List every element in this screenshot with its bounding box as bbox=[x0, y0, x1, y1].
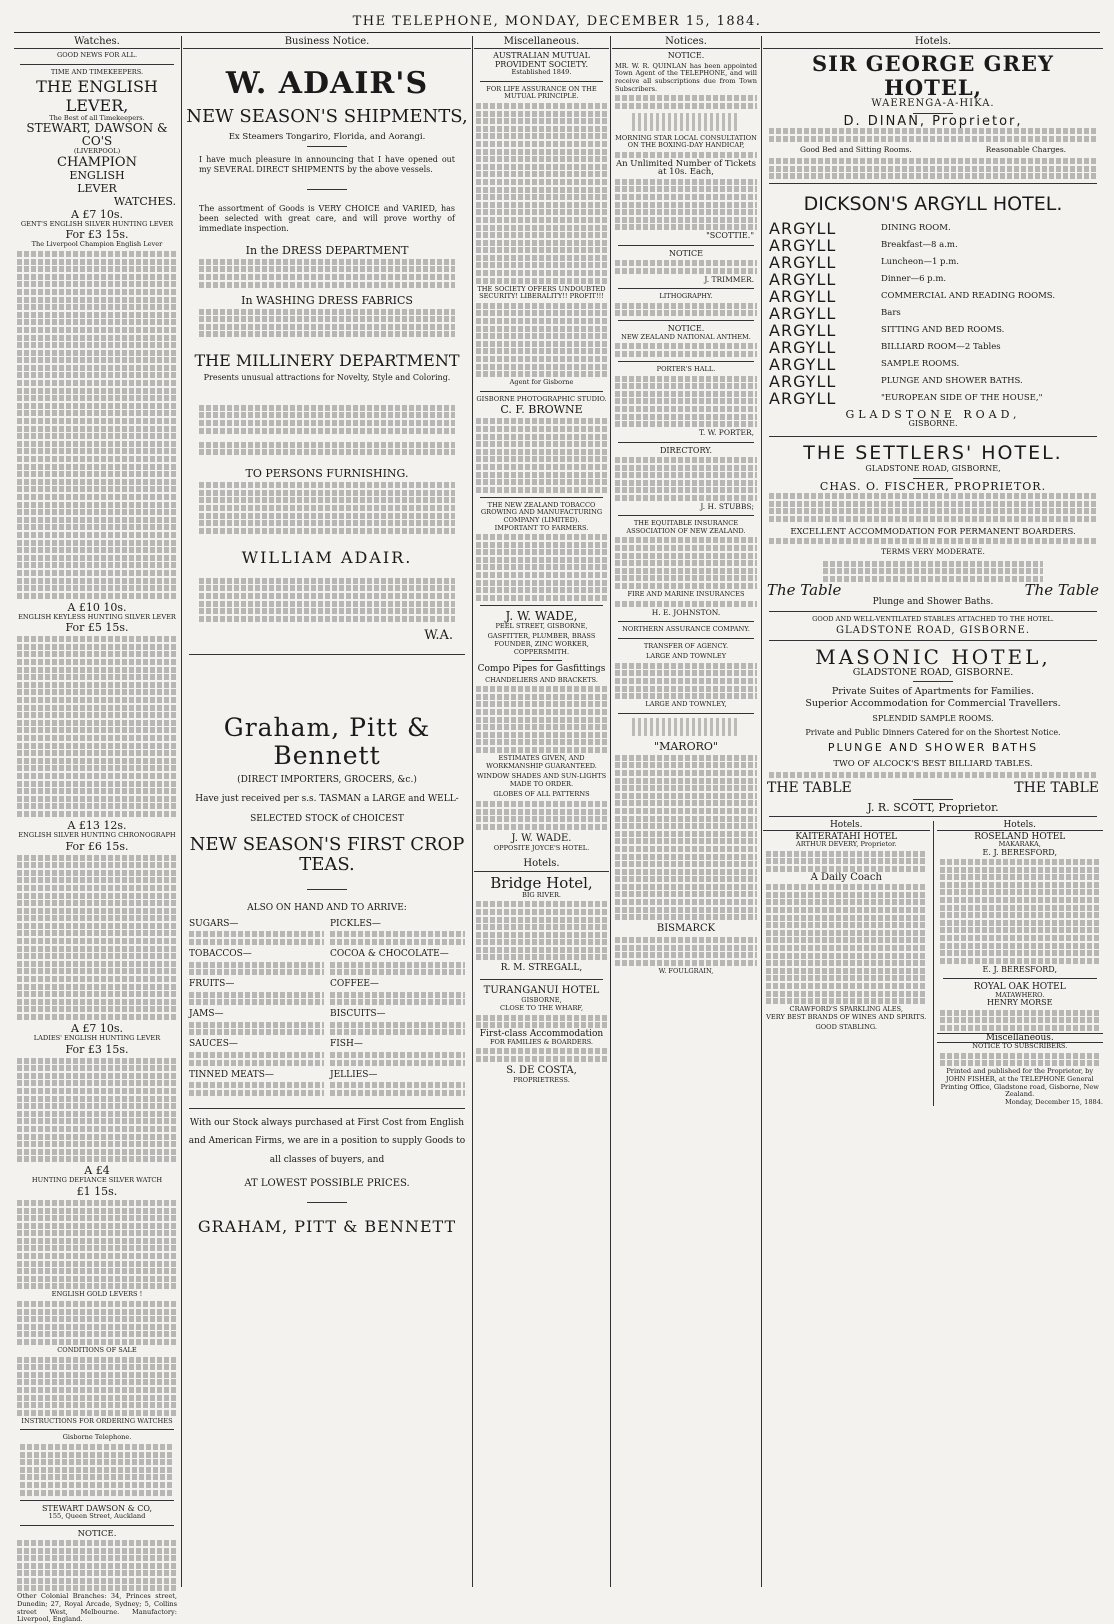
headline: LEVER bbox=[77, 181, 117, 195]
heading: NOTICE TO SUBSCRIBERS. bbox=[972, 1042, 1068, 1051]
heading: MORNING STAR LOCAL CONSULTATION ON THE BOXING-DAY HANDICAP, bbox=[615, 133, 757, 150]
signature: "SCOTTIE." bbox=[706, 231, 754, 241]
notice-text: LARGE AND TOWNLEY bbox=[645, 652, 727, 661]
table-heading: The Table bbox=[1024, 580, 1099, 599]
headline: ENGLISH bbox=[69, 168, 125, 182]
address: GLADSTONE ROAD, GISBORNE. bbox=[835, 625, 1031, 637]
small-hotels bbox=[763, 821, 1103, 1106]
section-heading: Miscellaneous. bbox=[474, 36, 609, 49]
item: ENGLISH GOLD LEVERS ! bbox=[51, 1290, 143, 1299]
argyll-word: ARGYLL bbox=[769, 236, 837, 256]
price: A £4 bbox=[84, 1164, 110, 1178]
item: LADIES' ENGLISH HUNTING LEVER bbox=[33, 1034, 161, 1042]
notice-text: FIRE AND MARINE INSURANCES bbox=[627, 590, 745, 599]
address: GLADSTONE ROAD, GISBORNE, bbox=[865, 464, 1001, 474]
imprint-date: Monday, December 15, 1884. bbox=[1004, 1097, 1103, 1106]
argyll-amenity: SAMPLE ROOMS. bbox=[881, 359, 960, 370]
amenity: Superior Accommodation for Commercial Travellers. bbox=[805, 698, 1061, 710]
advert-text: FOR FAMILIES & BOARDERS. bbox=[489, 1037, 594, 1046]
goods-right-item: FISH— bbox=[330, 1039, 363, 1050]
horse-illustration bbox=[632, 718, 740, 736]
price: For £5 15s. bbox=[65, 621, 129, 635]
price: A £13 12s. bbox=[67, 818, 127, 832]
hotel-location: WAERENGA-A-HIKA. bbox=[871, 98, 995, 110]
price: For £3 15s. bbox=[65, 1042, 129, 1056]
city: (LIVERPOOL) bbox=[73, 147, 121, 156]
argyll-word: ARGYLL bbox=[769, 287, 837, 307]
table-heading: THE TABLE bbox=[767, 780, 852, 797]
advert-text: ESTIMATES GIVEN, AND WORKMANSHIP GUARANTEED. bbox=[486, 753, 597, 770]
argyll-amenity: Breakfast—8 a.m. bbox=[881, 240, 958, 251]
item: ENGLISH KEYLESS HUNTING SILVER LEVER bbox=[18, 612, 176, 621]
advert-text: I have much pleasure in announcing that I have opened out my SEVERAL DIRECT SHIPMENTS by the above vessels. bbox=[199, 154, 455, 174]
heading: NOTICE. bbox=[667, 51, 705, 61]
advert-text: FOR LIFE ASSURANCE ON THE MUTUAL PRINCIPLE. bbox=[486, 84, 597, 101]
advert-text: The assortment of Goods is VERY CHOICE and VARIED, has been selected with great care, and will prove worthy of immediate inspection. bbox=[199, 203, 455, 233]
signature: LARGE AND TOWNLEY, bbox=[645, 700, 727, 709]
hotel-name: MASONIC HOTEL, bbox=[815, 644, 1051, 669]
advert-text: Ex Steamers Tongariro, Florida, and Aorangi. bbox=[228, 132, 426, 143]
headline: WATCHES. bbox=[113, 194, 176, 208]
advert-subtitle: NEW SEASON'S FIRST CROP TEAS. bbox=[189, 834, 465, 876]
proprietor: HENRY MORSE bbox=[986, 998, 1053, 1008]
argyll-word: ARGYLL bbox=[769, 270, 837, 290]
heading: "MARORO" bbox=[654, 739, 718, 753]
advert-text: With our Stock always purchased at First Cost from English bbox=[189, 1117, 465, 1128]
argyll-amenity: Dinner—6 p.m. bbox=[881, 274, 947, 285]
table-heading: The Table bbox=[767, 580, 842, 599]
heading: CONDITIONS OF SALE bbox=[57, 1346, 137, 1354]
hotel-location: MATAWHERO. bbox=[995, 990, 1045, 999]
item: HUNTING DEFIANCE SILVER WATCH bbox=[31, 1176, 163, 1185]
advert-text: First-class Accommodation bbox=[479, 1029, 604, 1040]
advert-text: Presents unusual attractions for Novelty, Style and Coloring. bbox=[203, 373, 451, 383]
argyll-word: ARGYLL bbox=[769, 389, 837, 409]
department: In WASHING DRESS FABRICS bbox=[241, 293, 413, 307]
argyll-word: ARGYLL bbox=[769, 338, 837, 358]
heading: TRANSFER OF AGENCY. bbox=[643, 641, 729, 650]
column-rule bbox=[472, 36, 473, 1587]
price: £1 15s. bbox=[76, 1184, 118, 1198]
item: The Liverpool Champion English Lever bbox=[31, 240, 163, 249]
advert-text: Have just received per s.s. TASMAN a LARGE and WELL- bbox=[195, 793, 459, 804]
argyll-amenity: Bars bbox=[881, 308, 901, 319]
amenity: PLUNGE AND SHOWER BATHS bbox=[827, 740, 1039, 754]
heading: LITHOGRAPHY. bbox=[659, 292, 713, 301]
column-rule bbox=[610, 36, 611, 1587]
advert-text: CHANDELIERS AND BRACKETS. bbox=[485, 675, 598, 684]
argyll-word: ARGYLL bbox=[769, 253, 837, 273]
section-heading: Notices. bbox=[612, 36, 760, 49]
masthead-rule bbox=[14, 32, 1100, 33]
price: A £7 10s. bbox=[70, 1022, 124, 1035]
table-heading: THE TABLE bbox=[1014, 780, 1099, 797]
section-heading: Hotels. bbox=[937, 821, 1104, 830]
heading: NOTICE. bbox=[77, 1528, 117, 1539]
advert-title: GISBORNE PHOTOGRAPHIC STUDIO. bbox=[476, 394, 607, 403]
advert-text: GLOBES OF ALL PATTERNS bbox=[493, 790, 590, 799]
address: GLADSTONE ROAD, GISBORNE. bbox=[852, 666, 1014, 678]
argyll-repeat bbox=[769, 220, 881, 407]
section-heading: Business Notice. bbox=[183, 36, 471, 49]
hotel-name: ROSELAND HOTEL bbox=[974, 831, 1066, 842]
advert-text: Agent for Gisborne bbox=[509, 378, 574, 387]
column-rule bbox=[761, 36, 762, 1587]
column-business bbox=[183, 36, 471, 1587]
notice-text: MR. W. R. QUINLAN has been appointed Town Agent of the TELEPHONE, and will receive all subscriptions due from Town Subscribers. bbox=[615, 61, 757, 93]
hotel-location: GISBORNE, bbox=[521, 996, 562, 1005]
roseland-advert bbox=[934, 821, 1104, 1106]
advert-text: SELECTED STOCK of CHOICEST bbox=[250, 813, 404, 824]
heading: BISMARCK bbox=[656, 923, 716, 935]
amenity: VERY BEST BRANDS OF WINES AND SPIRITS. bbox=[766, 1012, 927, 1021]
proprietor: ARTHUR DEVERY, Proprietor. bbox=[795, 840, 897, 849]
proprietor: D. DINAN, Proprietor, bbox=[843, 113, 1023, 129]
advert-text: CLOSE TO THE WHARF, bbox=[499, 1004, 584, 1013]
advert-text: THE SOCIETY OFFERS UNDOUBTED SECURITY! LIBERALITY!! PROFIT!!! bbox=[477, 284, 606, 301]
address: GISBORNE. bbox=[908, 418, 958, 428]
advert-title: W. ADAIR'S bbox=[225, 66, 429, 102]
signature: J. H. STUBBS; bbox=[700, 501, 754, 511]
argyll-amenity: COMMERCIAL AND READING ROOMS. bbox=[881, 291, 1056, 302]
racehorse-illustration bbox=[632, 113, 740, 131]
hotel-name: DICKSON'S ARGYLL HOTEL. bbox=[803, 193, 1063, 216]
hotel-location: MAKARAKA, bbox=[998, 840, 1041, 849]
argyll-amenity: PLUNGE AND SHOWER BATHS. bbox=[881, 376, 1023, 387]
goods-left-item: SUGARS— bbox=[189, 918, 239, 929]
heading: NOTICE. bbox=[667, 324, 705, 334]
goods-left-item: TOBACCOS— bbox=[189, 948, 252, 959]
section-heading: Miscellaneous. bbox=[937, 1033, 1104, 1043]
amenity: Private and Public Dinners Catered for on the Shortest Notice. bbox=[805, 728, 1061, 738]
argyll-word: ARGYLL bbox=[769, 355, 837, 375]
heading: NOTICE bbox=[668, 248, 703, 258]
heading: THE EQUITABLE INSURANCE ASSOCIATION OF NEW ZEALAND. bbox=[626, 519, 746, 535]
column-watches bbox=[14, 36, 180, 1624]
goods-right-item: BISCUITS— bbox=[330, 1009, 386, 1020]
department: TO PERSONS FURNISHING. bbox=[245, 467, 409, 481]
price: For £3 15s. bbox=[65, 228, 129, 242]
advert-title: THE NEW ZEALAND TOBACCO GROWING AND MANUFACTURING COMPANY (LIMITED). bbox=[480, 500, 603, 524]
signature: J. W. WADE. bbox=[511, 832, 572, 844]
goods-left-item: TINNED MEATS— bbox=[189, 1069, 274, 1080]
hotel-name: ROYAL OAK HOTEL bbox=[973, 982, 1066, 993]
section-heading: Hotels. bbox=[763, 36, 1103, 49]
argyll-amenities bbox=[881, 220, 1097, 407]
advert-text: Compo Pipes for Gasfittings bbox=[477, 664, 606, 675]
coupon-heading: Gisborne Telephone. bbox=[62, 1433, 132, 1442]
department: In the DRESS DEPARTMENT bbox=[245, 243, 409, 257]
goods-right-item: COCOA & CHOCOLATE— bbox=[330, 948, 449, 959]
argyll-word: ARGYLL bbox=[769, 219, 837, 239]
goods-right bbox=[327, 919, 468, 1100]
headline: CHAMPION bbox=[57, 154, 137, 170]
proprietor: CHAS. O. FISCHER, PROPRIETOR. bbox=[819, 479, 1047, 493]
hotel-name: THE SETTLERS' HOTEL. bbox=[803, 442, 1063, 465]
amenity: GOOD STABLING. bbox=[815, 1023, 877, 1032]
amenity: EXCELLENT ACCOMMODATION FOR PERMANENT BOARDERS. bbox=[790, 526, 1076, 537]
goods-right-item: COFFEE— bbox=[330, 979, 379, 990]
address: OPPOSITE JOYCE'S HOTEL. bbox=[493, 843, 590, 852]
proprietor: E. J. BERESFORD, bbox=[982, 964, 1057, 974]
goods-left-item: JAMS— bbox=[189, 1009, 224, 1020]
advert-text: all classes of buyers, and bbox=[269, 1154, 385, 1165]
heading: NORTHERN ASSURANCE COMPANY. bbox=[622, 625, 750, 634]
amenity: TWO OF ALCOCK'S BEST BILLIARD TABLES. bbox=[833, 759, 1033, 770]
headline: TIME AND TIMEKEEPERS. bbox=[50, 68, 144, 76]
column-hotels bbox=[763, 36, 1103, 1587]
advert-title: Graham, Pitt & Bennett bbox=[223, 713, 431, 771]
column-misc bbox=[474, 36, 609, 1587]
advert-title: AUSTRALIAN MUTUAL PROVIDENT SOCIETY. bbox=[493, 51, 590, 69]
heading: INSTRUCTIONS FOR ORDERING WATCHES bbox=[21, 1416, 173, 1425]
advert-text: Established 1849. bbox=[511, 68, 572, 77]
advert-subtitle: (DIRECT IMPORTERS, GROCERS, &c.) bbox=[237, 775, 417, 786]
advert-text: and American Firms, we are in a position to supply Goods to bbox=[188, 1136, 466, 1147]
signature: GRAHAM, PITT & BENNETT bbox=[197, 1217, 457, 1237]
imprint: Printed and published for the Proprietor, by JOHN FISHER, at the TELEPHONE General Printing Office, Gladstone road, Gisborne, New Zealand. bbox=[940, 1067, 1099, 1099]
amenity: GOOD AND WELL-VENTILATED STABLES ATTACHED TO THE HOTEL. bbox=[812, 614, 1054, 623]
proprietor: J. R. SCOTT, Proprietor. bbox=[867, 800, 999, 814]
argyll-amenity: DINING ROOM. bbox=[881, 223, 951, 234]
advert-text: WINDOW SHADES AND SUN-LIGHTS MADE TO ORDER. bbox=[476, 772, 607, 788]
price: For £6 15s. bbox=[65, 839, 129, 853]
address: 155, Queen Street, Auckland bbox=[48, 1511, 146, 1520]
hotel-name: SIR GEORGE GREY HOTEL, bbox=[811, 51, 1055, 101]
heading: PORTER'S HALL. bbox=[656, 364, 716, 373]
hotel-name: TURANGANUI HOTEL bbox=[483, 985, 600, 997]
proprietor: R. M. STREGALL, bbox=[500, 963, 583, 974]
advert-title: C. F. BROWNE bbox=[500, 403, 583, 417]
amenity: SPLENDID SAMPLE ROOMS. bbox=[872, 713, 994, 723]
amenity: TERMS VERY MODERATE. bbox=[881, 547, 985, 557]
amenity: Reasonable Charges. bbox=[985, 144, 1067, 154]
notice-text: NEW ZEALAND NATIONAL ANTHEM. bbox=[621, 332, 751, 341]
address: PEEL STREET, GISBORNE, bbox=[495, 621, 588, 630]
advert-text: ALSO ON HAND AND TO ARRIVE: bbox=[247, 903, 407, 914]
column-rule bbox=[181, 36, 182, 1587]
amenity: Good Bed and Sitting Rooms. bbox=[799, 144, 912, 154]
section-heading: Watches. bbox=[14, 36, 180, 49]
amenity: Plunge and Shower Baths. bbox=[872, 597, 994, 608]
price: A £7 10s. bbox=[70, 207, 124, 221]
notice-text: An Unlimited Number of Tickets at 10s. Each, bbox=[615, 158, 757, 178]
hotel-location: BIG RIVER. bbox=[521, 890, 562, 899]
hotel-name: Bridge Hotel, bbox=[490, 873, 593, 892]
amenity: Private Suites of Apartments for Families. bbox=[831, 686, 1035, 698]
goods-left bbox=[186, 919, 327, 1100]
proprietor-title: PROPRIETRESS. bbox=[513, 1075, 570, 1084]
goods-left-item: SAUCES— bbox=[189, 1039, 238, 1050]
advert-text: IMPORTANT TO FARMERS. bbox=[494, 523, 589, 532]
goods-list bbox=[186, 919, 468, 1100]
item: ENGLISH SILVER HUNTING CHRONOGRAPH bbox=[18, 830, 176, 839]
address: GLADSTONE ROAD, bbox=[845, 408, 1021, 422]
signature: H. E. JOHNSTON. bbox=[651, 607, 721, 617]
item: GENT'S ENGLISH SILVER HUNTING LEVER bbox=[20, 219, 174, 228]
firm-name: STEWART DAWSON & CO, bbox=[41, 1503, 153, 1513]
kaiteratahi-advert bbox=[763, 821, 934, 1106]
signature: W. FOULGRAIN, bbox=[658, 967, 714, 976]
argyll-word: ARGYLL bbox=[769, 304, 837, 324]
argyll-amenity: SITTING AND BED ROOMS. bbox=[881, 325, 1005, 336]
signature: T. W. PORTER, bbox=[698, 428, 754, 438]
hotel-name: KAITERATAHI HOTEL bbox=[795, 831, 898, 842]
argyll-amenity: "EUROPEAN SIDE OF THE HOUSE," bbox=[881, 393, 1043, 404]
signature: WILLIAM ADAIR. bbox=[241, 547, 413, 567]
section-heading: Hotels. bbox=[763, 821, 930, 830]
argyll-amenity: Luncheon—1 p.m. bbox=[881, 257, 959, 268]
argyll-word: ARGYLL bbox=[769, 321, 837, 341]
goods-right-item: PICKLES— bbox=[330, 918, 381, 929]
tagline: The Best of all Timekeepers. bbox=[49, 113, 145, 122]
signature: J. TRIMMER. bbox=[704, 274, 754, 284]
advert-text: AT LOWEST POSSIBLE PRICES. bbox=[244, 1178, 410, 1190]
price: A £10 10s. bbox=[67, 600, 127, 614]
advert-subtitle: NEW SEASON'S SHIPMENTS, bbox=[186, 106, 468, 128]
advert-text: GASFITTER, PLUMBER, BRASS FOUNDER, ZINC WORKER, COPPERSMITH. bbox=[487, 632, 596, 656]
initials: W.A. bbox=[424, 627, 453, 643]
amenity: A Daily Coach bbox=[810, 871, 882, 883]
argyll-word: ARGYLL bbox=[769, 372, 837, 392]
argyll-block bbox=[769, 220, 1097, 407]
headline: THE ENGLISH LEVER, bbox=[36, 76, 158, 115]
column-notices bbox=[612, 36, 760, 1587]
department: THE MILLINERY DEPARTMENT bbox=[194, 351, 460, 371]
goods-left-item: FRUITS— bbox=[189, 979, 235, 990]
proprietor: S. DE COSTA, bbox=[506, 1064, 577, 1076]
amenity: CRAWFORD'S SPARKLING ALES, bbox=[789, 1005, 903, 1014]
goods-right-item: JELLIES— bbox=[330, 1069, 378, 1080]
heading: DIRECTORY. bbox=[659, 445, 713, 455]
headline: GOOD NEWS FOR ALL. bbox=[56, 51, 138, 60]
proprietor: E. J. BERESFORD, bbox=[982, 847, 1057, 857]
advert-title: J. W. WADE, bbox=[505, 608, 578, 623]
argyll-amenity: BILLIARD ROOM—2 Tables bbox=[881, 342, 1001, 353]
masthead: THE TELEPHONE, MONDAY, DECEMBER 15, 1884. bbox=[352, 14, 762, 29]
firm-name: STEWART, DAWSON & CO'S bbox=[26, 121, 168, 149]
section-heading: Hotels. bbox=[474, 858, 609, 871]
branches: Other Colonial Branches: 34, Princes street, Dunedin; 27, Royal Arcade, Sydney; 5, Collins street West, Melbourne. Manufactory: Liverpool, England. bbox=[17, 1592, 177, 1624]
